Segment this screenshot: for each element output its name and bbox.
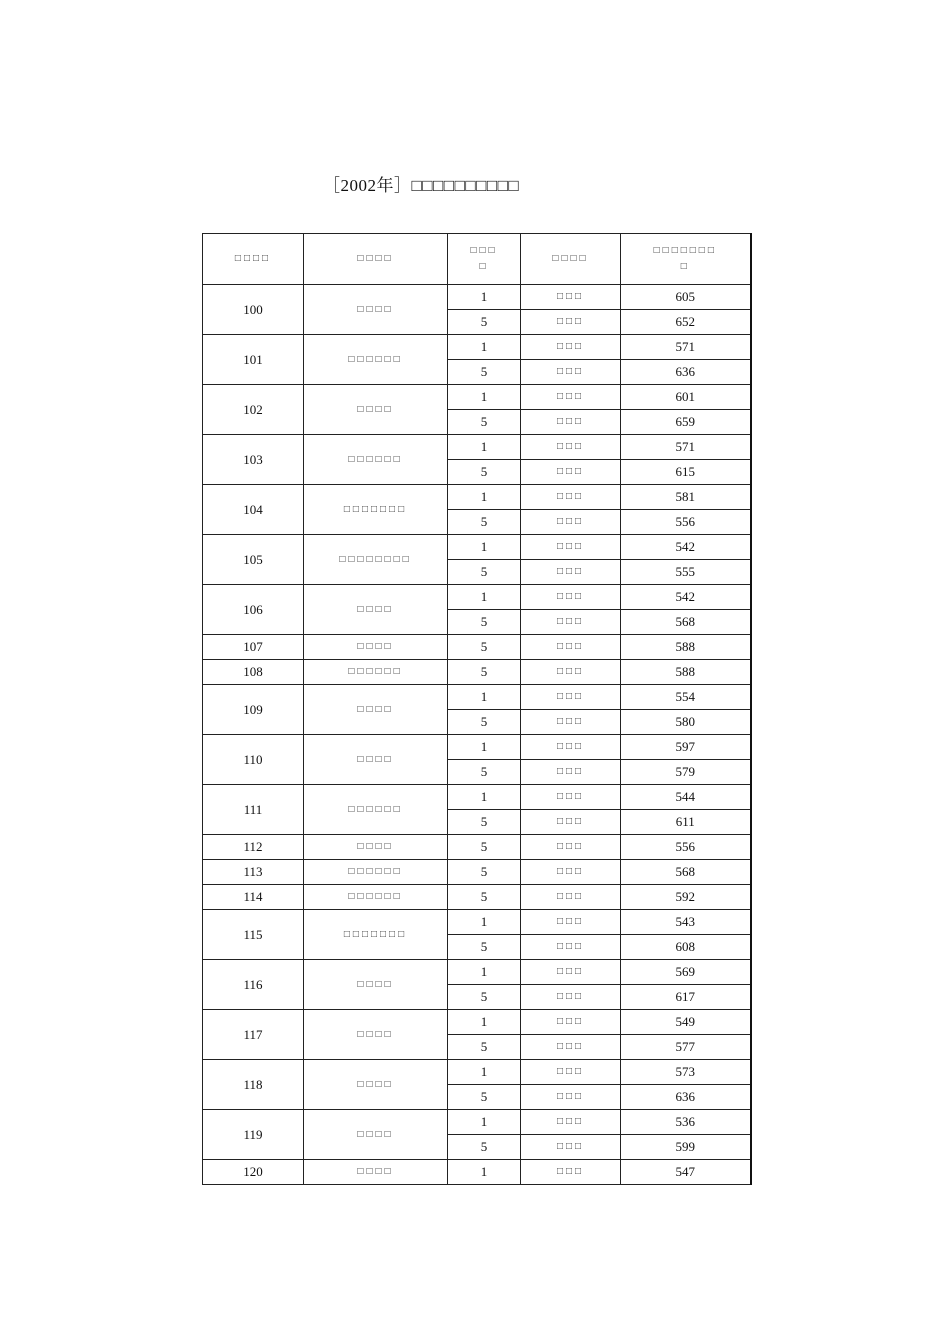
cell-code: 119 <box>203 1110 304 1160</box>
cell-category: 1 <box>448 1010 521 1035</box>
cell-code: 104 <box>203 485 304 535</box>
cell-code: 111 <box>203 785 304 835</box>
cell-type: □□□ <box>521 785 621 810</box>
cell-name: □□□□ <box>304 1060 448 1110</box>
table-row <box>203 835 751 860</box>
header-score-line2: □ <box>680 261 690 272</box>
cell-category: 5 <box>448 935 521 960</box>
cell-score: 568 <box>621 860 751 885</box>
cell-name: □□□□ <box>304 385 448 435</box>
cell-type: □□□ <box>521 535 621 560</box>
cell-name: □□□□ <box>304 960 448 1010</box>
cell-name: □□□□ <box>304 585 448 635</box>
cell-type: □□□ <box>521 335 621 360</box>
table-row <box>203 385 751 410</box>
table-row <box>203 735 751 760</box>
cell-score: 571 <box>621 435 751 460</box>
cell-score: 605 <box>621 285 751 310</box>
cell-type: □□□ <box>521 510 621 535</box>
table-row <box>203 1110 751 1135</box>
cell-category: 1 <box>448 435 521 460</box>
cell-type: □□□ <box>521 735 621 760</box>
cell-score: 556 <box>621 835 751 860</box>
cell-type: □□□ <box>521 1135 621 1160</box>
table-row <box>203 285 751 310</box>
cell-score: 542 <box>621 585 751 610</box>
table-row <box>203 635 751 660</box>
cell-score: 636 <box>621 360 751 385</box>
cell-name: □□□□□□ <box>304 885 448 910</box>
cell-score: 543 <box>621 910 751 935</box>
cell-category: 5 <box>448 635 521 660</box>
cell-score: 577 <box>621 1035 751 1060</box>
cell-code: 101 <box>203 335 304 385</box>
cell-code: 100 <box>203 285 304 335</box>
table-row <box>203 1010 751 1035</box>
cell-category: 5 <box>448 460 521 485</box>
cell-score: 573 <box>621 1060 751 1085</box>
cell-code: 105 <box>203 535 304 585</box>
cell-category: 1 <box>448 335 521 360</box>
cell-score: 536 <box>621 1110 751 1135</box>
cell-category: 5 <box>448 510 521 535</box>
header-score-line1: □□□□□□□ <box>653 245 717 256</box>
cell-category: 5 <box>448 310 521 335</box>
cell-category: 1 <box>448 385 521 410</box>
cell-category: 5 <box>448 360 521 385</box>
header-name: □□□□ <box>304 234 448 285</box>
cell-category: 5 <box>448 835 521 860</box>
cell-score: 568 <box>621 610 751 635</box>
cell-type: □□□ <box>521 1110 621 1135</box>
cell-score: 555 <box>621 560 751 585</box>
cell-score: 588 <box>621 660 751 685</box>
table-row <box>203 785 751 810</box>
cell-type: □□□ <box>521 1035 621 1060</box>
cell-type: □□□ <box>521 585 621 610</box>
cell-code: 113 <box>203 860 304 885</box>
cell-category: 5 <box>448 610 521 635</box>
cell-code: 109 <box>203 685 304 735</box>
cell-category: 5 <box>448 560 521 585</box>
cell-score: 636 <box>621 1085 751 1110</box>
cell-name: □□□□□□ <box>304 785 448 835</box>
cell-name: □□□□ <box>304 1010 448 1060</box>
table-row <box>203 435 751 460</box>
cell-type: □□□ <box>521 385 621 410</box>
cell-category: 1 <box>448 960 521 985</box>
cell-category: 5 <box>448 1135 521 1160</box>
page-title: ［2002年］□□□□□□□□□□ <box>323 176 520 195</box>
cell-name: □□□□ <box>304 635 448 660</box>
cell-type: □□□ <box>521 435 621 460</box>
cell-code: 118 <box>203 1060 304 1110</box>
cell-code: 117 <box>203 1010 304 1060</box>
cell-category: 1 <box>448 535 521 560</box>
cell-score: 608 <box>621 935 751 960</box>
cell-category: 5 <box>448 710 521 735</box>
cell-score: 601 <box>621 385 751 410</box>
cell-score: 579 <box>621 760 751 785</box>
cell-type: □□□ <box>521 910 621 935</box>
cell-score: 549 <box>621 1010 751 1035</box>
table-header-row <box>203 234 751 285</box>
cell-score: 580 <box>621 710 751 735</box>
cell-type: □□□ <box>521 985 621 1010</box>
cell-score: 556 <box>621 510 751 535</box>
cell-type: □□□ <box>521 1060 621 1085</box>
cell-type: □□□ <box>521 860 621 885</box>
cell-code: 114 <box>203 885 304 910</box>
table-row <box>203 885 751 910</box>
cell-name: □□□□□□□ <box>304 910 448 960</box>
cell-score: 554 <box>621 685 751 710</box>
cell-name: □□□□□□ <box>304 660 448 685</box>
header-category <box>448 234 521 285</box>
cell-type: □□□ <box>521 710 621 735</box>
cell-score: 547 <box>621 1160 751 1185</box>
cell-type: □□□ <box>521 660 621 685</box>
cell-category: 1 <box>448 1110 521 1135</box>
cell-type: □□□ <box>521 460 621 485</box>
cell-type: □□□ <box>521 1010 621 1035</box>
cell-name: □□□□ <box>304 685 448 735</box>
cell-score: 544 <box>621 785 751 810</box>
cell-score: 652 <box>621 310 751 335</box>
table-row <box>203 335 751 360</box>
cell-code: 106 <box>203 585 304 635</box>
cell-category: 5 <box>448 660 521 685</box>
cell-type: □□□ <box>521 610 621 635</box>
cell-score: 542 <box>621 535 751 560</box>
header-type: □□□□ <box>521 234 621 285</box>
cell-type: □□□ <box>521 410 621 435</box>
cell-category: 1 <box>448 1160 521 1185</box>
table-row <box>203 685 751 710</box>
cell-type: □□□ <box>521 760 621 785</box>
cell-score: 659 <box>621 410 751 435</box>
header-category-line1: □□□ <box>470 245 498 256</box>
cell-score: 581 <box>621 485 751 510</box>
cell-type: □□□ <box>521 310 621 335</box>
cell-type: □□□ <box>521 285 621 310</box>
cell-score: 615 <box>621 460 751 485</box>
cell-score: 597 <box>621 735 751 760</box>
cell-category: 1 <box>448 735 521 760</box>
table-row <box>203 485 751 510</box>
cell-score: 571 <box>621 335 751 360</box>
table-row <box>203 660 751 685</box>
cell-code: 115 <box>203 910 304 960</box>
cell-score: 611 <box>621 810 751 835</box>
cell-category: 1 <box>448 585 521 610</box>
cell-code: 103 <box>203 435 304 485</box>
cell-category: 5 <box>448 410 521 435</box>
cell-category: 5 <box>448 1085 521 1110</box>
table-row <box>203 535 751 560</box>
cell-category: 1 <box>448 285 521 310</box>
cell-type: □□□ <box>521 1085 621 1110</box>
table-row <box>203 910 751 935</box>
cell-type: □□□ <box>521 485 621 510</box>
cell-name: □□□□□□ <box>304 860 448 885</box>
cell-category: 1 <box>448 485 521 510</box>
cell-code: 108 <box>203 660 304 685</box>
cell-type: □□□ <box>521 885 621 910</box>
cell-type: □□□ <box>521 1160 621 1185</box>
cell-category: 5 <box>448 985 521 1010</box>
cell-category: 5 <box>448 810 521 835</box>
cell-category: 5 <box>448 1035 521 1060</box>
table-row <box>203 1060 751 1085</box>
cell-type: □□□ <box>521 835 621 860</box>
cell-category: 5 <box>448 860 521 885</box>
cell-score: 617 <box>621 985 751 1010</box>
header-score <box>621 234 751 285</box>
cell-type: □□□ <box>521 935 621 960</box>
score-table <box>202 233 752 1185</box>
cell-code: 107 <box>203 635 304 660</box>
cell-type: □□□ <box>521 560 621 585</box>
cell-score: 588 <box>621 635 751 660</box>
table-row <box>203 860 751 885</box>
cell-name: □□□□ <box>304 1160 448 1185</box>
cell-name: □□□□ <box>304 735 448 785</box>
cell-category: 1 <box>448 1060 521 1085</box>
cell-type: □□□ <box>521 960 621 985</box>
table-row <box>203 960 751 985</box>
header-code: □□□□ <box>203 234 304 285</box>
cell-type: □□□ <box>521 810 621 835</box>
cell-name: □□□□ <box>304 285 448 335</box>
cell-code: 116 <box>203 960 304 1010</box>
cell-category: 5 <box>448 885 521 910</box>
cell-name: □□□□ <box>304 835 448 860</box>
cell-code: 120 <box>203 1160 304 1185</box>
cell-type: □□□ <box>521 685 621 710</box>
cell-code: 112 <box>203 835 304 860</box>
cell-score: 599 <box>621 1135 751 1160</box>
header-category-line2: □ <box>479 261 489 272</box>
cell-category: 1 <box>448 685 521 710</box>
cell-type: □□□ <box>521 360 621 385</box>
cell-score: 592 <box>621 885 751 910</box>
cell-code: 102 <box>203 385 304 435</box>
cell-code: 110 <box>203 735 304 785</box>
cell-name: □□□□□□ <box>304 435 448 485</box>
cell-name: □□□□□□ <box>304 335 448 385</box>
cell-type: □□□ <box>521 635 621 660</box>
cell-category: 1 <box>448 785 521 810</box>
cell-name: □□□□ <box>304 1110 448 1160</box>
cell-category: 5 <box>448 760 521 785</box>
cell-score: 569 <box>621 960 751 985</box>
cell-name: □□□□□□□□ <box>304 535 448 585</box>
table-row <box>203 1160 751 1185</box>
cell-name: □□□□□□□ <box>304 485 448 535</box>
cell-category: 1 <box>448 910 521 935</box>
table-row <box>203 585 751 610</box>
